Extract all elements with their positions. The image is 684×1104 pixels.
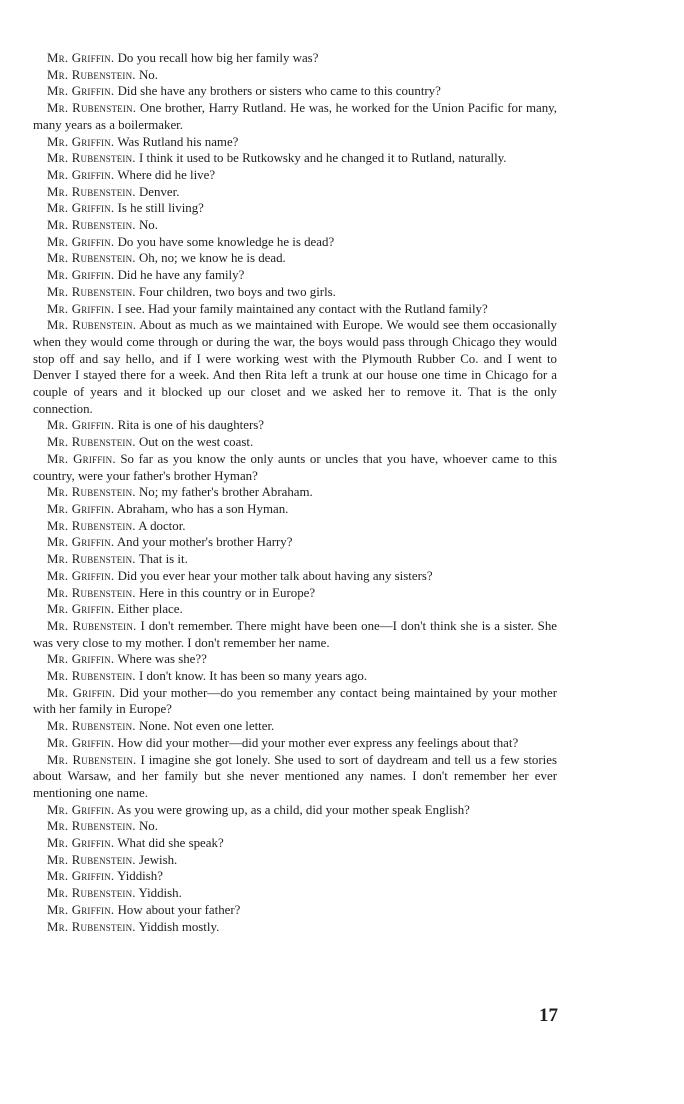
utterance-text: About as much as we maintained with Europe. We would see them occasionally when they would come through or during the war, the boys would pass through Chicago they would stop off and say hello, and if I were working west with the Plymouth Rubber Co. and I went to Denver I stayed there for a week. And then Rita left a trunk at our house one time in Chicago for a couple of years and it blocked up our closet and we asked her to remove it. That is the only connection.: [33, 318, 557, 416]
utterance-text: I see. Had your family maintained any contact with the Rutland family?: [117, 301, 488, 316]
speaker-name: Mr. Rubenstein.: [47, 518, 136, 533]
speaker-name: Mr. Rubenstein.: [47, 585, 136, 600]
utterance-text: Oh, no; we know he is dead.: [138, 251, 286, 266]
transcript-entry: [33, 451, 557, 484]
transcript-entry: [33, 434, 557, 451]
utterance-text: I imagine she got lonely. She used to sort of daydream and tell us a few stories about Warsaw, and her family but she never mentioned any names. I don't remember her ever mentioning one name.: [33, 752, 557, 800]
utterance-text: None. Not even one letter.: [138, 719, 275, 734]
transcript-entry: [33, 735, 557, 752]
speaker-name: Mr. Rubenstein.: [47, 218, 136, 233]
speaker-name: Mr. Rubenstein.: [47, 318, 137, 333]
transcript-entry: [33, 902, 557, 919]
utterance-text: Jewish.: [138, 852, 178, 867]
utterance-text: How did your mother—did your mother ever express any feelings about that?: [117, 735, 519, 750]
speaker-name: Mr. Griffin.: [47, 869, 115, 884]
transcript-entry: [33, 919, 557, 936]
speaker-name: Mr. Griffin.: [47, 501, 115, 516]
transcript-entry: [33, 100, 557, 133]
transcript-entry: [33, 852, 557, 869]
speaker-name: Mr. Griffin.: [47, 84, 115, 99]
utterance-text: Was Rutland his name?: [117, 134, 239, 149]
transcript-entry: [33, 284, 557, 301]
transcript-entry: [33, 83, 557, 100]
speaker-name: Mr. Griffin.: [47, 234, 115, 249]
speaker-name: Mr. Griffin.: [47, 418, 115, 433]
speaker-name: Mr. Rubenstein.: [47, 151, 136, 166]
speaker-name: Mr. Griffin.: [47, 535, 115, 550]
utterance-text: Out on the west coast.: [138, 435, 254, 450]
utterance-text: So far as you know the only aunts or uncles that you have, whoever came to this country, were your father's brother Hyman?: [33, 451, 557, 483]
transcript-entry: [33, 601, 557, 618]
utterance-text: I don't remember. There might have been one—I don't think she is a sister. She was very close to my mother. I don't remember her name.: [33, 618, 558, 650]
speaker-name: Mr. Griffin.: [47, 602, 115, 617]
transcript-entry: [33, 668, 557, 685]
transcript-entry: [33, 685, 557, 718]
utterance-text: Did your mother—do you remember any contact being maintained by your mother with her family in Europe?: [33, 685, 557, 717]
speaker-name: Mr. Rubenstein.: [47, 552, 136, 567]
speaker-name: Mr. Griffin.: [47, 51, 115, 65]
transcript-entry: [33, 484, 557, 501]
transcript-entry: [33, 551, 557, 568]
utterance-text: Do you recall how big her family was?: [117, 51, 319, 65]
utterance-text: I don't know. It has been so many years ago.: [138, 669, 368, 684]
transcript-entry: [33, 885, 557, 902]
speaker-name: Mr. Rubenstein.: [47, 719, 136, 734]
speaker-name: Mr. Rubenstein.: [47, 886, 136, 901]
transcript-entry: [33, 150, 557, 167]
transcript-entry: [33, 50, 557, 67]
utterance-text: Yiddish.: [138, 886, 182, 901]
transcript-entry: [33, 267, 557, 284]
transcript-entry: [33, 618, 557, 651]
utterance-text: Yiddish mostly.: [138, 919, 220, 934]
utterance-text: Where did he live?: [117, 167, 216, 182]
utterance-text: No.: [138, 819, 158, 834]
utterance-text: Where was she??: [117, 652, 207, 667]
transcript-entry: [33, 568, 557, 585]
speaker-name: Mr. Rubenstein.: [47, 435, 136, 450]
utterance-text: Rita is one of his daughters?: [117, 418, 265, 433]
speaker-name: Mr. Griffin.: [47, 451, 116, 466]
utterance-text: As you were growing up, as a child, did your mother speak English?: [116, 802, 470, 817]
speaker-name: Mr. Rubenstein.: [47, 819, 136, 834]
transcript-entry: [33, 868, 557, 885]
transcript-entry: [33, 250, 557, 267]
transcript-entry: [33, 718, 557, 735]
transcript-entry: [33, 501, 557, 518]
page-number: 17: [539, 1005, 558, 1026]
utterance-text: Did she have any brothers or sisters who came to this country?: [117, 84, 441, 99]
transcript-entry: [33, 67, 557, 84]
transcript-entry: [33, 167, 557, 184]
utterance-text: A doctor.: [138, 518, 186, 533]
speaker-name: Mr. Rubenstein.: [47, 251, 136, 266]
utterance-text: Did he have any family?: [117, 268, 245, 283]
speaker-name: Mr. Griffin.: [47, 836, 115, 851]
utterance-text: Here in this country or in Europe?: [138, 585, 316, 600]
speaker-name: Mr. Griffin.: [47, 134, 115, 149]
transcript-entry: [33, 184, 557, 201]
speaker-name: Mr. Griffin.: [47, 802, 115, 817]
speaker-name: Mr. Griffin.: [47, 568, 115, 583]
utterance-text: That is it.: [138, 552, 188, 567]
transcript-entry: [33, 752, 557, 802]
speaker-name: Mr. Griffin.: [47, 685, 116, 700]
utterance-text: No.: [138, 67, 158, 82]
utterance-text: No; my father's brother Abraham.: [138, 485, 313, 500]
transcript-entry: [33, 534, 557, 551]
transcript-entry: [33, 818, 557, 835]
speaker-name: Mr. Rubenstein.: [47, 485, 136, 500]
transcript-body: [33, 50, 557, 935]
utterance-text: Do you have some knowledge he is dead?: [117, 234, 335, 249]
speaker-name: Mr. Griffin.: [47, 301, 115, 316]
transcript-entry: [33, 134, 557, 151]
speaker-name: Mr. Griffin.: [47, 167, 115, 182]
speaker-name: Mr. Rubenstein.: [47, 669, 136, 684]
utterance-text: What did she speak?: [117, 836, 224, 851]
utterance-text: One brother, Harry Rutland. He was, he worked for the Union Pacific for many, many years as a boilermaker.: [33, 101, 557, 132]
utterance-text: Abraham, who has a son Hyman.: [116, 501, 289, 516]
transcript-entry: [33, 234, 557, 251]
transcript-entry: [33, 802, 557, 819]
transcript-entry: [33, 301, 557, 318]
utterance-text: Yiddish?: [117, 869, 163, 884]
speaker-name: Mr. Rubenstein.: [47, 284, 136, 299]
utterance-text: How about your father?: [117, 902, 241, 917]
speaker-name: Mr. Griffin.: [47, 201, 115, 216]
speaker-name: Mr. Rubenstein.: [47, 852, 136, 867]
utterance-text: Four children, two boys and two girls.: [138, 284, 336, 299]
transcript-entry: [33, 200, 557, 217]
transcript-entry: [33, 317, 557, 417]
transcript-entry: [33, 217, 557, 234]
speaker-name: Mr. Rubenstein.: [47, 919, 136, 934]
speaker-name: Mr. Griffin.: [47, 735, 115, 750]
speaker-name: Mr. Rubenstein.: [47, 67, 136, 82]
speaker-name: Mr. Rubenstein.: [47, 752, 137, 767]
utterance-text: No.: [138, 218, 158, 233]
utterance-text: Denver.: [138, 184, 180, 199]
transcript-entry: [33, 585, 557, 602]
transcript-entry: [33, 417, 557, 434]
speaker-name: Mr. Griffin.: [47, 268, 115, 283]
transcript-entry: [33, 835, 557, 852]
speaker-name: Mr. Griffin.: [47, 652, 115, 667]
utterance-text: Either place.: [117, 602, 183, 617]
speaker-name: Mr. Rubenstein.: [47, 101, 137, 116]
utterance-text: Is he still living?: [117, 201, 204, 216]
utterance-text: Did you ever hear your mother talk about having any sisters?: [117, 568, 433, 583]
transcript-entry: [33, 651, 557, 668]
speaker-name: Mr. Rubenstein.: [47, 618, 137, 633]
utterance-text: I think it used to be Rutkowsky and he changed it to Rutland, naturally.: [138, 151, 507, 166]
speaker-name: Mr. Griffin.: [47, 902, 115, 917]
transcript-entry: [33, 518, 557, 535]
speaker-name: Mr. Rubenstein.: [47, 184, 136, 199]
utterance-text: And your mother's brother Harry?: [116, 535, 293, 550]
